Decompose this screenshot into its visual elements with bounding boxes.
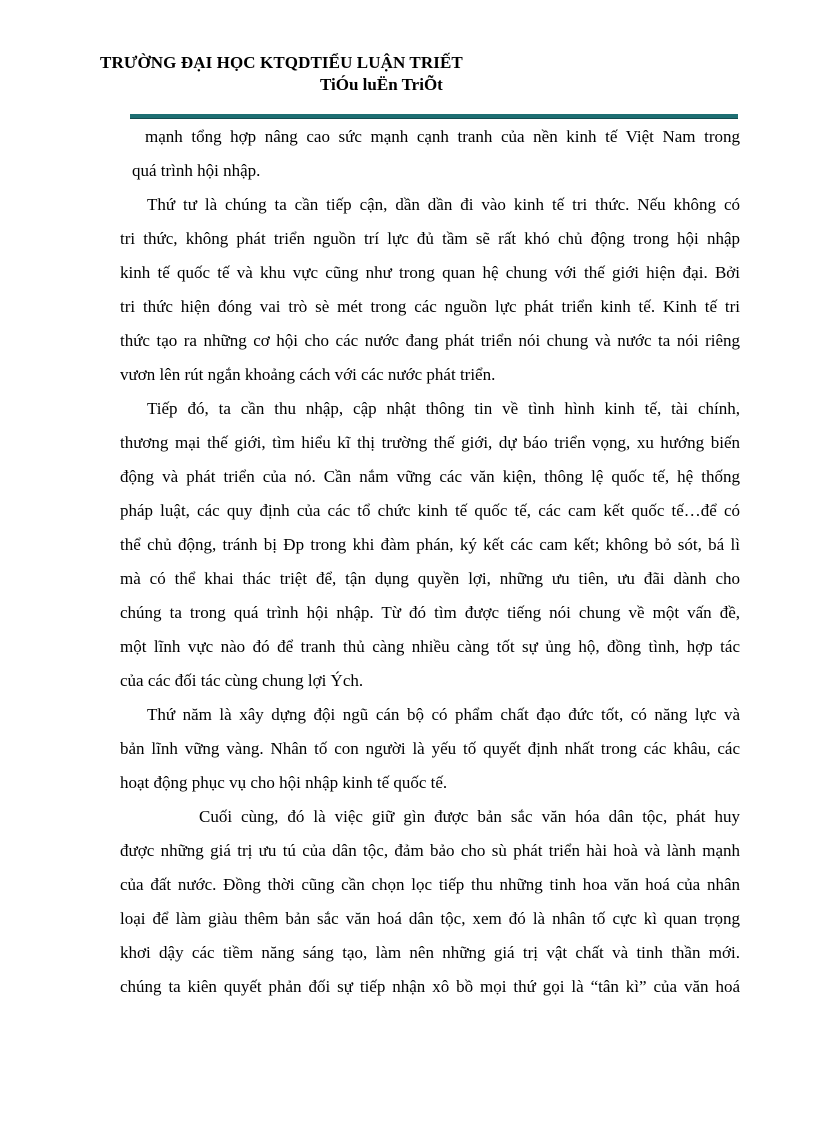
text-line: của các đối tác cùng chung lợi Ých. xyxy=(120,671,364,690)
text-line: thể chủ động, tránh bị Ðp trong khi đàm phán, ký kết các cam kết; không bỏ sót, bá lì xyxy=(120,535,740,554)
text-line: chúng ta kiên quyết phản đối sự tiếp nhận xô bồ mọi thứ gọi là “tân kì” của văn hoá xyxy=(120,977,740,996)
text-line: Tiếp đó, ta cần thu nhập, cập nhật thông tin về tình hình kinh tế, tài chính, xyxy=(147,399,740,418)
paragraph xyxy=(132,120,740,188)
text-line: vươn lên rút ngắn khoảng cách với các nước phát triển. xyxy=(120,365,496,384)
header-subtitle: TiÓu luËn TriÕt xyxy=(320,75,443,94)
paragraph xyxy=(120,800,740,1004)
text-line: mà có thể khai thác triệt để, tận dụng quyền lợi, những ưu tiên, ưu đãi dành cho xyxy=(120,569,740,588)
text-line: động và phát triển của nó. Cần nắm vững các văn kiện, thông lệ quốc tế, hệ thống xyxy=(120,467,740,486)
text-line: tri thức, không phát triển nguồn trí lực đủ tầm sẽ rất khó chủ động trong hội nhập xyxy=(120,229,740,248)
text-line: chúng ta trong quá trình hội nhập. Từ đó tìm được tiếng nói chung về một vấn đề, xyxy=(120,603,740,622)
text-line: Thứ năm là xây dựng đội ngũ cán bộ có phẩm chất đạo đức tốt, có năng lực và xyxy=(147,705,740,724)
text-line: mạnh tổng hợp nâng cao sức mạnh cạnh tranh của nền kinh tế Việt Nam trong xyxy=(145,127,740,146)
text-line: loại để làm giàu thêm bản sắc văn hoá dân tộc, xem đó là nhân tố cực kì quan trọng xyxy=(120,909,740,928)
paragraph xyxy=(120,188,740,392)
text-line: hoạt động phục vụ cho hội nhập kinh tế quốc tế. xyxy=(120,773,448,792)
text-line: của đất nước. Đồng thời cũng cần chọn lọc tiếp thu những tinh hoa văn hoá của nhân xyxy=(120,875,740,894)
text-line: pháp luật, các quy định của các tổ chức kinh tế quốc tế, các cam kết quốc tế…để có xyxy=(120,501,740,520)
text-line: bản lĩnh vững vàng. Nhân tố con người là yếu tố quyết định nhất trong các khâu, các xyxy=(120,739,740,758)
page-header xyxy=(100,52,740,96)
text-line: được những giá trị ưu tú của dân tộc, đảm bảo cho sù phát triển hài hoà và lành mạnh xyxy=(120,841,740,860)
text-line: khơi dậy các tiềm năng sáng tạo, làm nên những giá trị vật chất và tinh thần mới. xyxy=(120,943,740,962)
text-line: tri thức hiện đóng vai trò sè mét trong các nguồn lực phát triển kinh tế. Kinh tế tri xyxy=(120,297,740,316)
header-title: TRƯỜNG ĐẠI HỌC KTQDTIỂU LUẬN TRIẾT xyxy=(100,53,463,72)
text-line: Cuối cùng, đó là việc giữ gìn được bản sắc văn hóa dân tộc, phát huy xyxy=(199,807,740,826)
header-divider xyxy=(130,114,738,119)
paragraph xyxy=(120,392,740,698)
document-body xyxy=(120,120,740,1004)
text-line: một lĩnh vực nào đó để tranh thủ càng nhiều càng tốt sự ủng hộ, đồng tình, hợp tác xyxy=(120,637,740,656)
text-line: thương mại thế giới, tìm hiểu kĩ thị trường thế giới, dự báo triển vọng, xu hướng biến xyxy=(120,433,740,452)
text-line: quá trình hội nhập. xyxy=(132,161,261,180)
text-line: kinh tế quốc tế và khu vực cũng như trong quan hệ chung với thế giới hiện đại. Bởi xyxy=(120,263,740,282)
text-line: thức tạo ra những cơ hội cho các nước đang phát triển nói chung và nước ta nói riêng xyxy=(120,331,740,350)
paragraph xyxy=(120,698,740,800)
text-line: Thứ tư là chúng ta cần tiếp cận, dần dần đi vào kinh tế tri thức. Nếu không có xyxy=(147,195,740,214)
